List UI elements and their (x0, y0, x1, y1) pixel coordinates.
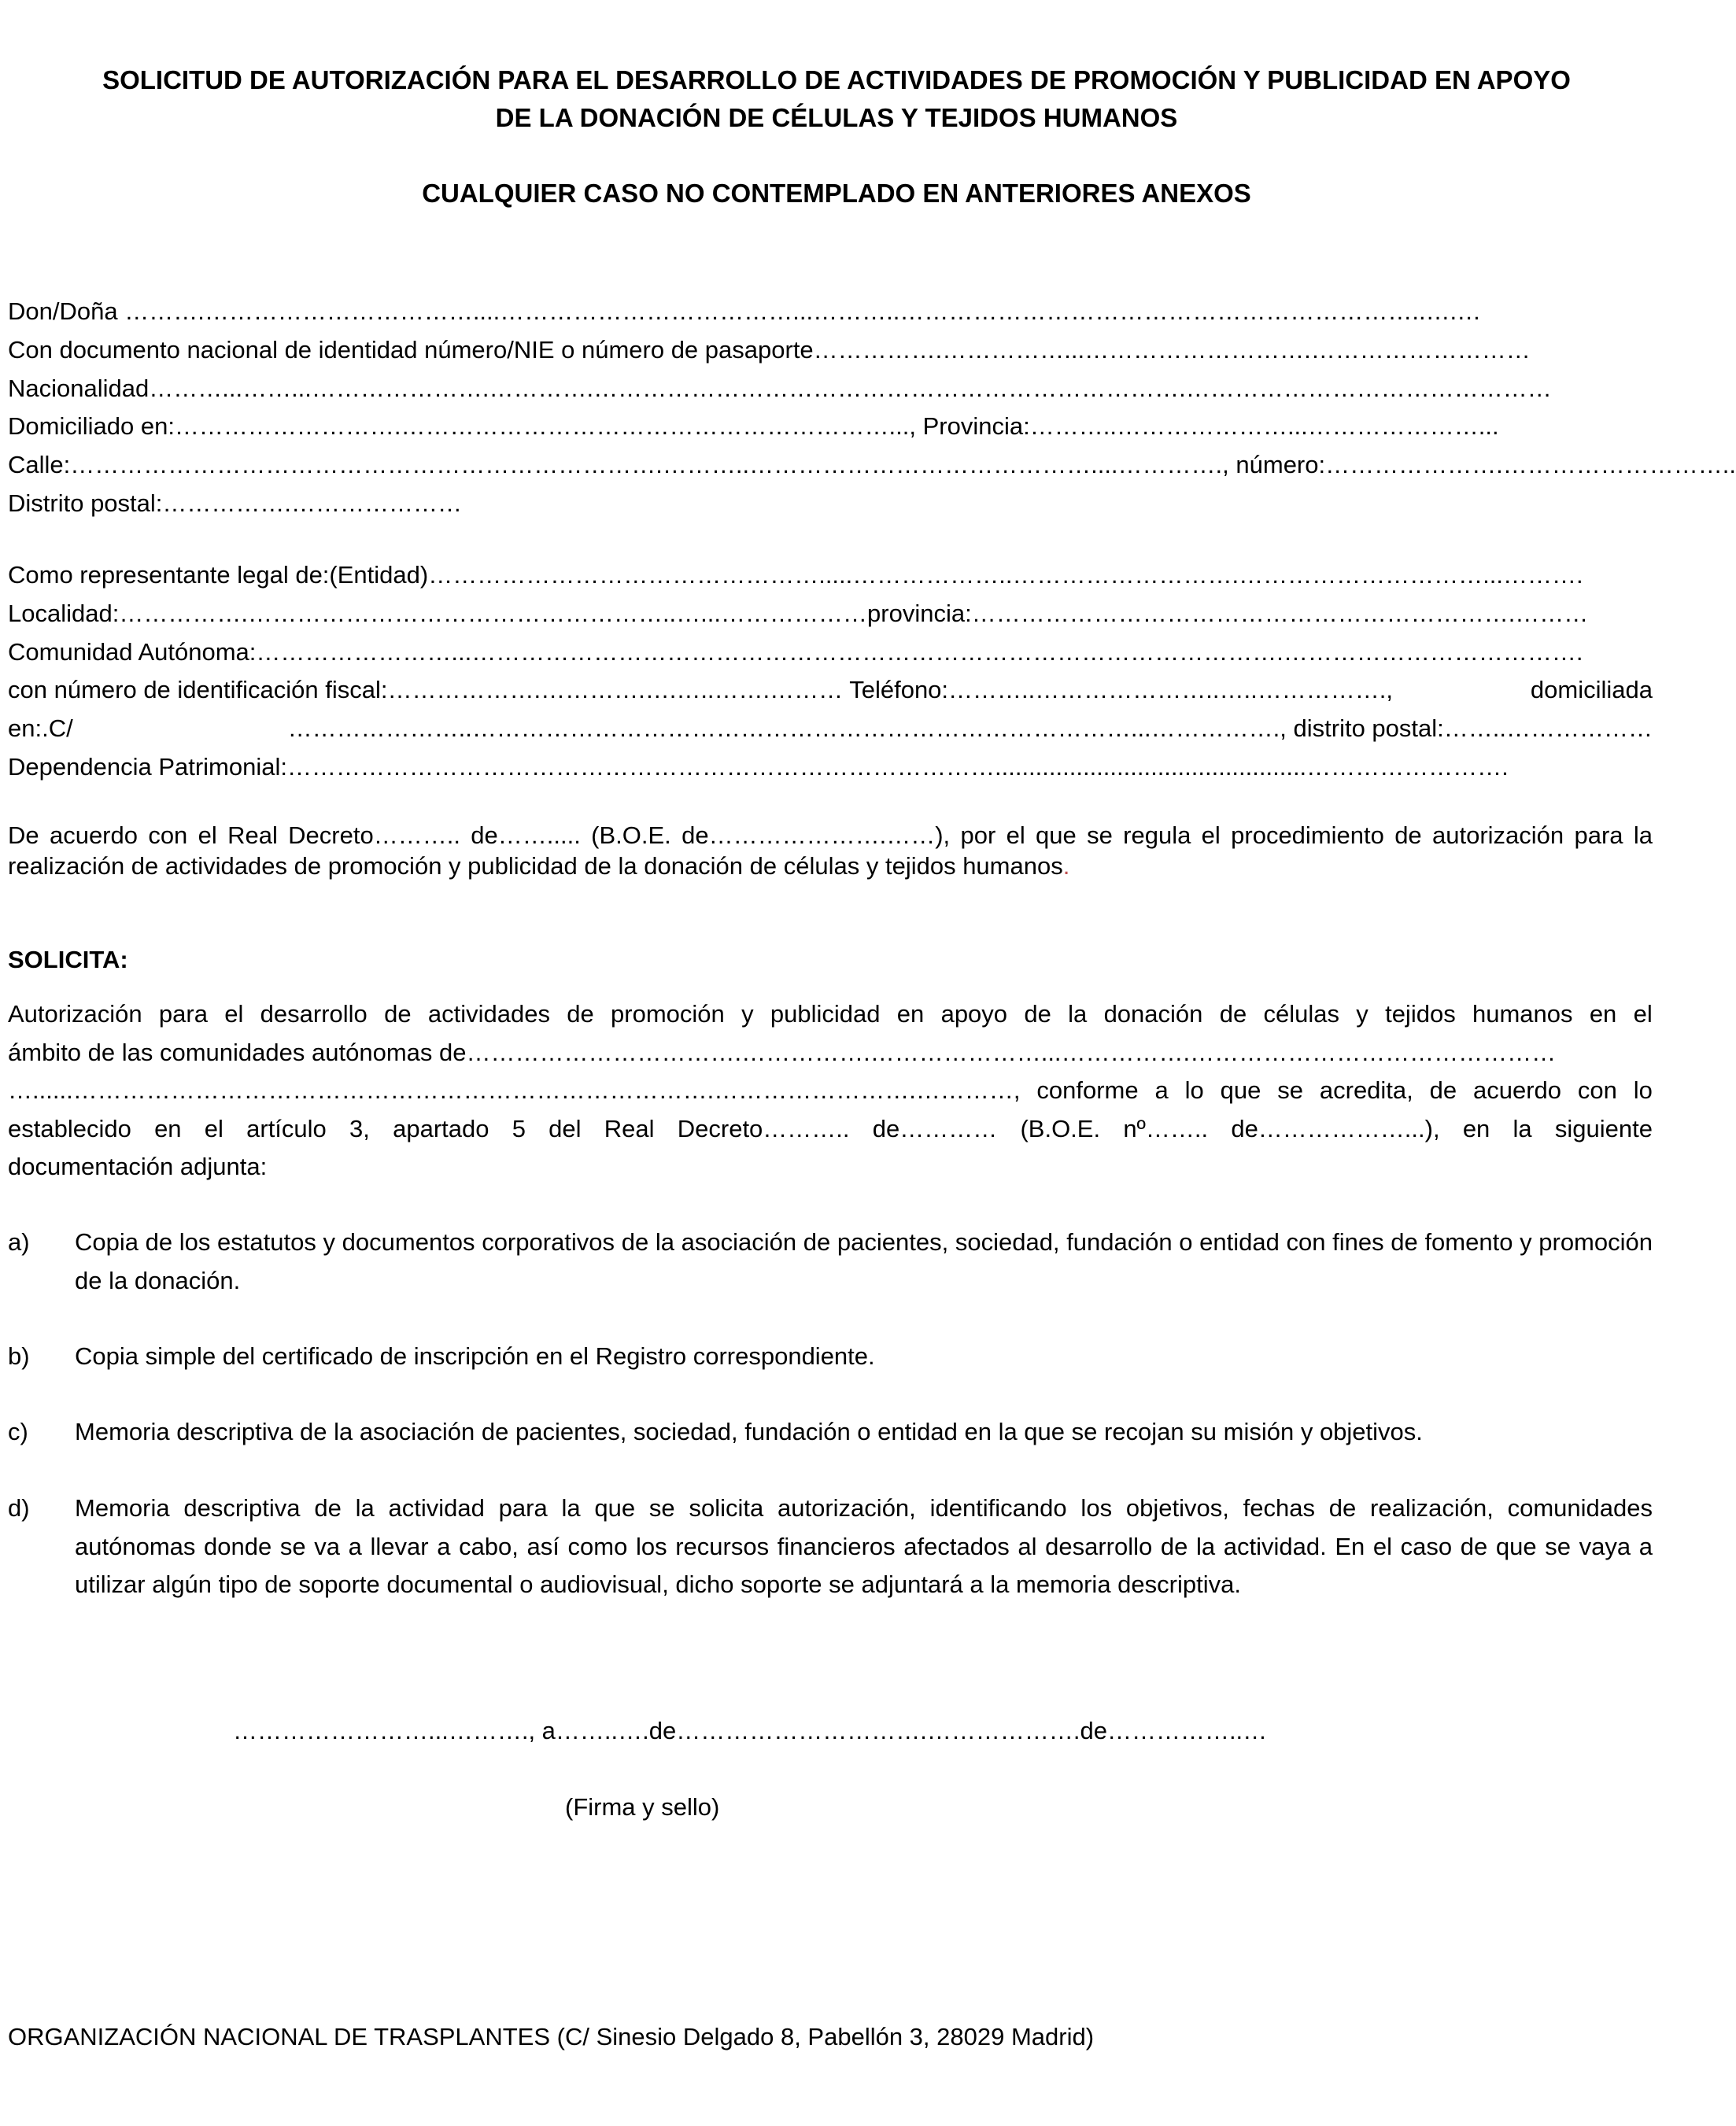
word: la (1068, 1000, 1088, 1028)
word: establecido (8, 1114, 131, 1142)
solicita-line-4[interactable] (8, 1110, 1653, 1149)
field-dependencia-patrimonial[interactable]: Dependencia Patrimonial:……………………………………………………………………………..............................................……………………. (8, 752, 1509, 781)
decree-paragraph (8, 820, 1653, 881)
list-item-text: Copia simple del certificado de inscripción en el Registro correspondiente. (75, 1342, 875, 1370)
list-item-d (8, 1489, 1653, 1604)
en-calle-label: en:.C/ (8, 714, 73, 743)
word: nº…….. (1123, 1114, 1209, 1142)
word: acuerdo (1473, 1076, 1562, 1104)
word: de (1429, 1076, 1457, 1104)
calle-label: Calle:……………………………………………………………….………..……………………………………....…………., (8, 451, 1236, 479)
footer-organization: ORGANIZACIÓN NACIONAL DE TRASPLANTES (C/ Sinesio Delgado 8, Pabellón 3, 28029 Madrid) (8, 2023, 1095, 2050)
word: células (1263, 1000, 1339, 1028)
word: en (1589, 1000, 1617, 1028)
word: se (1277, 1076, 1303, 1104)
word: y (1356, 1000, 1368, 1028)
solicita-line-1 (8, 995, 1653, 1034)
word: Autorización (8, 1000, 142, 1028)
list-item-b (8, 1338, 1653, 1376)
word: artículo (246, 1114, 327, 1142)
word: el (1633, 1000, 1653, 1028)
word: (B.O.E. (1020, 1114, 1101, 1142)
word: actividades (427, 1000, 550, 1028)
word: la (1513, 1114, 1532, 1142)
list-item-a (8, 1224, 1653, 1300)
list-item-letter: b) (8, 1342, 30, 1370)
word: en (154, 1114, 182, 1142)
word: acredita, (1319, 1076, 1413, 1104)
nif-label: con número de identificación fiscal:……………….………….….…..…….……… (8, 676, 850, 704)
word: en (1462, 1114, 1490, 1142)
word: conforme (1036, 1076, 1139, 1104)
telefono-label: Teléfono:………..…………………..…..……………., (849, 676, 1393, 704)
document-subtitle: CUALQUIER CASO NO CONTEMPLADO EN ANTERIORES ANEXOS (422, 179, 1251, 208)
field-domicilio-entidad[interactable] (8, 710, 1653, 748)
word: humanos (1472, 1000, 1573, 1028)
word: de………… (872, 1114, 998, 1142)
field-domicilio[interactable] (8, 408, 1653, 446)
word: con (1577, 1076, 1617, 1104)
word: lo (1633, 1076, 1653, 1104)
word: de (1024, 1000, 1051, 1028)
word: en (896, 1000, 925, 1028)
list-item-letter: a) (8, 1228, 30, 1256)
field-nacionalidad[interactable]: Nacionalidad………...……...………………….………….……………………………………………………………….……………………………………… (8, 374, 1552, 402)
word: 3, (349, 1114, 370, 1142)
provincia-label: Provincia:………..…………………...…………………... (922, 412, 1499, 441)
word: publicidad (770, 1000, 881, 1028)
word: Decreto……….. (677, 1114, 850, 1142)
solicita-heading: SOLICITA: (8, 946, 128, 973)
solicita-line-2[interactable]: ámbito de las comunidades autónomas de…………………………….…………….…………………...…………….……………………………………… (8, 1038, 1557, 1066)
word: lo (1184, 1076, 1204, 1104)
decree-text: De acuerdo con el Real Decreto……….. de……..... (B.O.E. de………………….……), por el que se regula el procedimiento de autorización para la realización de actividades de promoción y publicidad de la donación de células y tejidos humanos (8, 821, 1653, 880)
solicita-line-5: documentación adjunta: (8, 1153, 268, 1180)
localidad-label: Localidad:…………….……………………………………………..…...……………… (8, 599, 868, 627)
word: para (158, 1000, 208, 1028)
list-item-c (8, 1413, 1653, 1452)
word: de (1219, 1000, 1247, 1028)
list-item-letter: d) (8, 1494, 30, 1522)
field-distrito-postal[interactable]: Distrito postal:…………….………………… (8, 489, 463, 517)
provincia-entidad-label: provincia:………………………………………………………….……… (867, 599, 1589, 627)
word: y (741, 1000, 754, 1028)
word: de (384, 1000, 412, 1028)
calle-entidad-dots: …………………..………………………………………………………………………...……………., (287, 714, 1294, 743)
applicant-section (8, 293, 1736, 523)
word: que (1220, 1076, 1261, 1104)
word: …......…………………………………………………………………….…………………….…………, (8, 1076, 1021, 1104)
word: a (1154, 1076, 1169, 1104)
word: desarrollo (260, 1000, 368, 1028)
field-don-dona[interactable]: Don/Doña ……….……………………………....………………………………...………..………………………………………………………..….… (8, 297, 1482, 325)
solicita-line-3[interactable] (8, 1072, 1653, 1110)
list-item-text: Memoria descriptiva de la actividad para la que se solicita autorización, identificando los objetivos, fechas de realización, comunidades autónomas donde se va a llevar a cabo, así como los recursos financieros afectados al desarrollo de la actividad. En el caso de que se vaya a utilizar algún tipo de soporte documental o audiovisual, dicho soporte se adjuntará a la memoria descriptiva. (75, 1494, 1653, 1598)
place-date-field[interactable]: ……………………...………., a……..….de………………………….……………….de……………..… (233, 1717, 1268, 1744)
field-representante-entidad[interactable]: Como representante legal de:(Entidad)………………………………………….....………………..……………………….…………………………...………. (8, 561, 1583, 589)
field-calle[interactable] (8, 446, 1736, 485)
distrito-entidad-label: distrito postal:……..……………… (1293, 714, 1653, 743)
domiciliada-label: domiciliada (1530, 676, 1653, 704)
word: de………………...), (1231, 1114, 1440, 1142)
entity-section (8, 556, 1653, 787)
numero-label: número:………………….……………………….. (1236, 451, 1736, 479)
word: el (204, 1114, 223, 1142)
word: del (549, 1114, 582, 1142)
word: apoyo (940, 1000, 1008, 1028)
field-comunidad-autonoma[interactable]: Comunidad Autónoma:……………………...……………………………………………………………………………………….………………………………. (8, 637, 1583, 666)
document-title (0, 61, 1673, 137)
title-line-1: SOLICITUD DE AUTORIZACIÓN PARA EL DESARROLLO DE ACTIVIDADES DE PROMOCIÓN Y PUBLICIDAD EN APOYO (102, 65, 1571, 94)
signature-label: (Firma y sello) (565, 1793, 720, 1821)
list-item-text: Memoria descriptiva de la asociación de pacientes, sociedad, fundación o entidad en la que se recojan su misión y objetivos. (75, 1418, 1423, 1445)
field-localidad[interactable] (8, 595, 1653, 633)
word: de (567, 1000, 594, 1028)
word: el (224, 1000, 244, 1028)
field-nif-telefono[interactable] (8, 671, 1653, 710)
word: 5 (512, 1114, 526, 1142)
field-documento-identidad[interactable]: Con documento nacional de identidad número/NIE o número de pasaporte…………….……………...……………………….……………………… (8, 335, 1531, 364)
list-item-text: Copia de los estatutos y documentos corporativos de la asociación de pacientes, sociedad, fundación o entidad con fines de fomento y promoción de la donación. (75, 1228, 1653, 1294)
title-line-2: DE LA DONACIÓN DE CÉLULAS Y TEJIDOS HUMANOS (495, 103, 1178, 132)
word: tejidos (1385, 1000, 1456, 1028)
word: apartado (393, 1114, 489, 1142)
word: Real (604, 1114, 655, 1142)
word: siguiente (1554, 1114, 1653, 1142)
word: donación (1103, 1000, 1203, 1028)
word: promoción (611, 1000, 725, 1028)
solicita-body (8, 995, 1653, 1187)
decree-trailing-dot: . (1062, 852, 1070, 880)
domicilio-label: Domiciliado en:……………………….……………………………………………………..., (8, 412, 923, 441)
list-item-letter: c) (8, 1418, 28, 1445)
